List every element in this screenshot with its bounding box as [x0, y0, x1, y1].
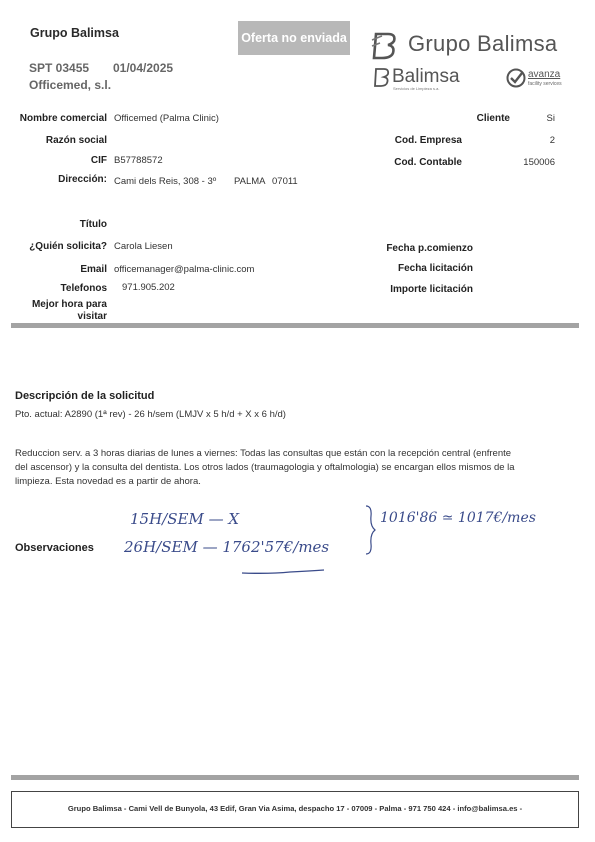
direccion-label: Dirección:: [58, 174, 107, 185]
client-name: Officemed, s.l.: [29, 78, 112, 92]
direccion-value: Cami dels Reis, 308 - 3º: [114, 176, 217, 187]
avanza-logo-icon: [506, 68, 526, 88]
avanza-logo-text: avanza: [528, 69, 561, 80]
observaciones-label: Observaciones: [15, 542, 94, 554]
descripcion-line: limpieza. Esta novedad es a partir de ahora.: [15, 476, 201, 487]
cif-label: CIF: [90, 155, 107, 166]
cod-contable-label: Cod. Contable: [394, 157, 462, 168]
handwritten-note-line1: 15H/SEM — X: [130, 510, 240, 528]
mejor-hora-label-line1: Mejor hora para: [31, 299, 107, 310]
company-name: Grupo Balimsa: [30, 26, 119, 40]
titulo-label: Título: [79, 219, 107, 230]
fecha-comienzo-label: Fecha p.comienzo: [386, 243, 473, 254]
descripcion-title: Descripción de la solicitud: [15, 390, 155, 402]
punto-actual: Pto. actual: A2890 (1ª rev) - 26 h/sem (LMJV x 5 h/d + X x 6 h/d): [15, 409, 286, 420]
footer-box: [11, 791, 579, 828]
telefonos-value: 971.905.202: [122, 282, 175, 293]
nombre-comercial-label: Nombre comercial: [19, 113, 107, 124]
fecha-licitacion-label: Fecha licitación: [397, 263, 473, 274]
balimsa-logo-subtitle: Servicios de Limpieza s.a.: [393, 86, 440, 91]
handwritten-note-result: 1016'86 ≃ 1017€/mes: [380, 510, 536, 526]
balimsa-logo-text: Balimsa: [392, 66, 460, 87]
email-label: Email: [80, 264, 107, 275]
grupo-balimsa-logo-text: Grupo Balimsa: [408, 31, 558, 56]
status-badge: Oferta no enviada: [238, 21, 350, 55]
nombre-comercial-value: Officemed (Palma Clinic): [114, 113, 219, 124]
document-date: 01/04/2025: [113, 61, 174, 75]
section-divider: [11, 323, 579, 328]
codigo-postal-value: 07011: [272, 176, 298, 187]
cif-value: B57788572: [114, 155, 163, 166]
descripcion-line: Reduccion serv. a 3 horas diarias de lunes a viernes: Todas las consultas que están con la recepción central (enfrente: [15, 448, 512, 459]
handwritten-brace: [363, 504, 377, 556]
grupo-balimsa-logo-icon: [370, 30, 400, 60]
balimsa-logo-icon: [372, 67, 392, 87]
quien-solicita-label: ¿Quién solicita?: [29, 241, 107, 252]
telefonos-label: Telefonos: [60, 283, 107, 294]
importe-licitacion-label: Importe licitación: [390, 284, 473, 295]
footer-text: Grupo Balimsa - Cami Vell de Bunyola, 43 Edif, Gran Via Asima, despacho 17 - 07009 - Palma - 971 750 424 - info@balimsa.es -: [67, 804, 523, 813]
descripcion-body: [15, 447, 515, 489]
cod-empresa-label: Cod. Empresa: [394, 135, 462, 146]
mejor-hora-label-line2: visitar: [77, 311, 107, 322]
handwritten-note-line2: 26H/SEM — 1762'57€/mes: [124, 538, 330, 556]
email-value: officemanager@palma-clinic.com: [114, 264, 255, 275]
quien-solicita-value: Carola Liesen: [114, 241, 173, 252]
cliente-value: Si: [546, 113, 555, 124]
handwritten-underline: [240, 563, 326, 571]
document-code: SPT 03455: [29, 61, 90, 75]
footer-divider: [11, 775, 579, 780]
cod-contable-value: 150006: [523, 157, 555, 168]
avanza-logo-subtitle: facility services: [528, 81, 562, 87]
ciudad-value: PALMA: [234, 176, 266, 187]
cliente-label: Cliente: [476, 113, 510, 124]
cod-empresa-value: 2: [549, 135, 555, 146]
razon-social-label: Razón social: [45, 135, 107, 146]
descripcion-line: del ascensor) y la consulta del dentista. Los otros lados (traumagologia y oftalmologia) se encargan ellos mismos de la: [15, 462, 515, 473]
